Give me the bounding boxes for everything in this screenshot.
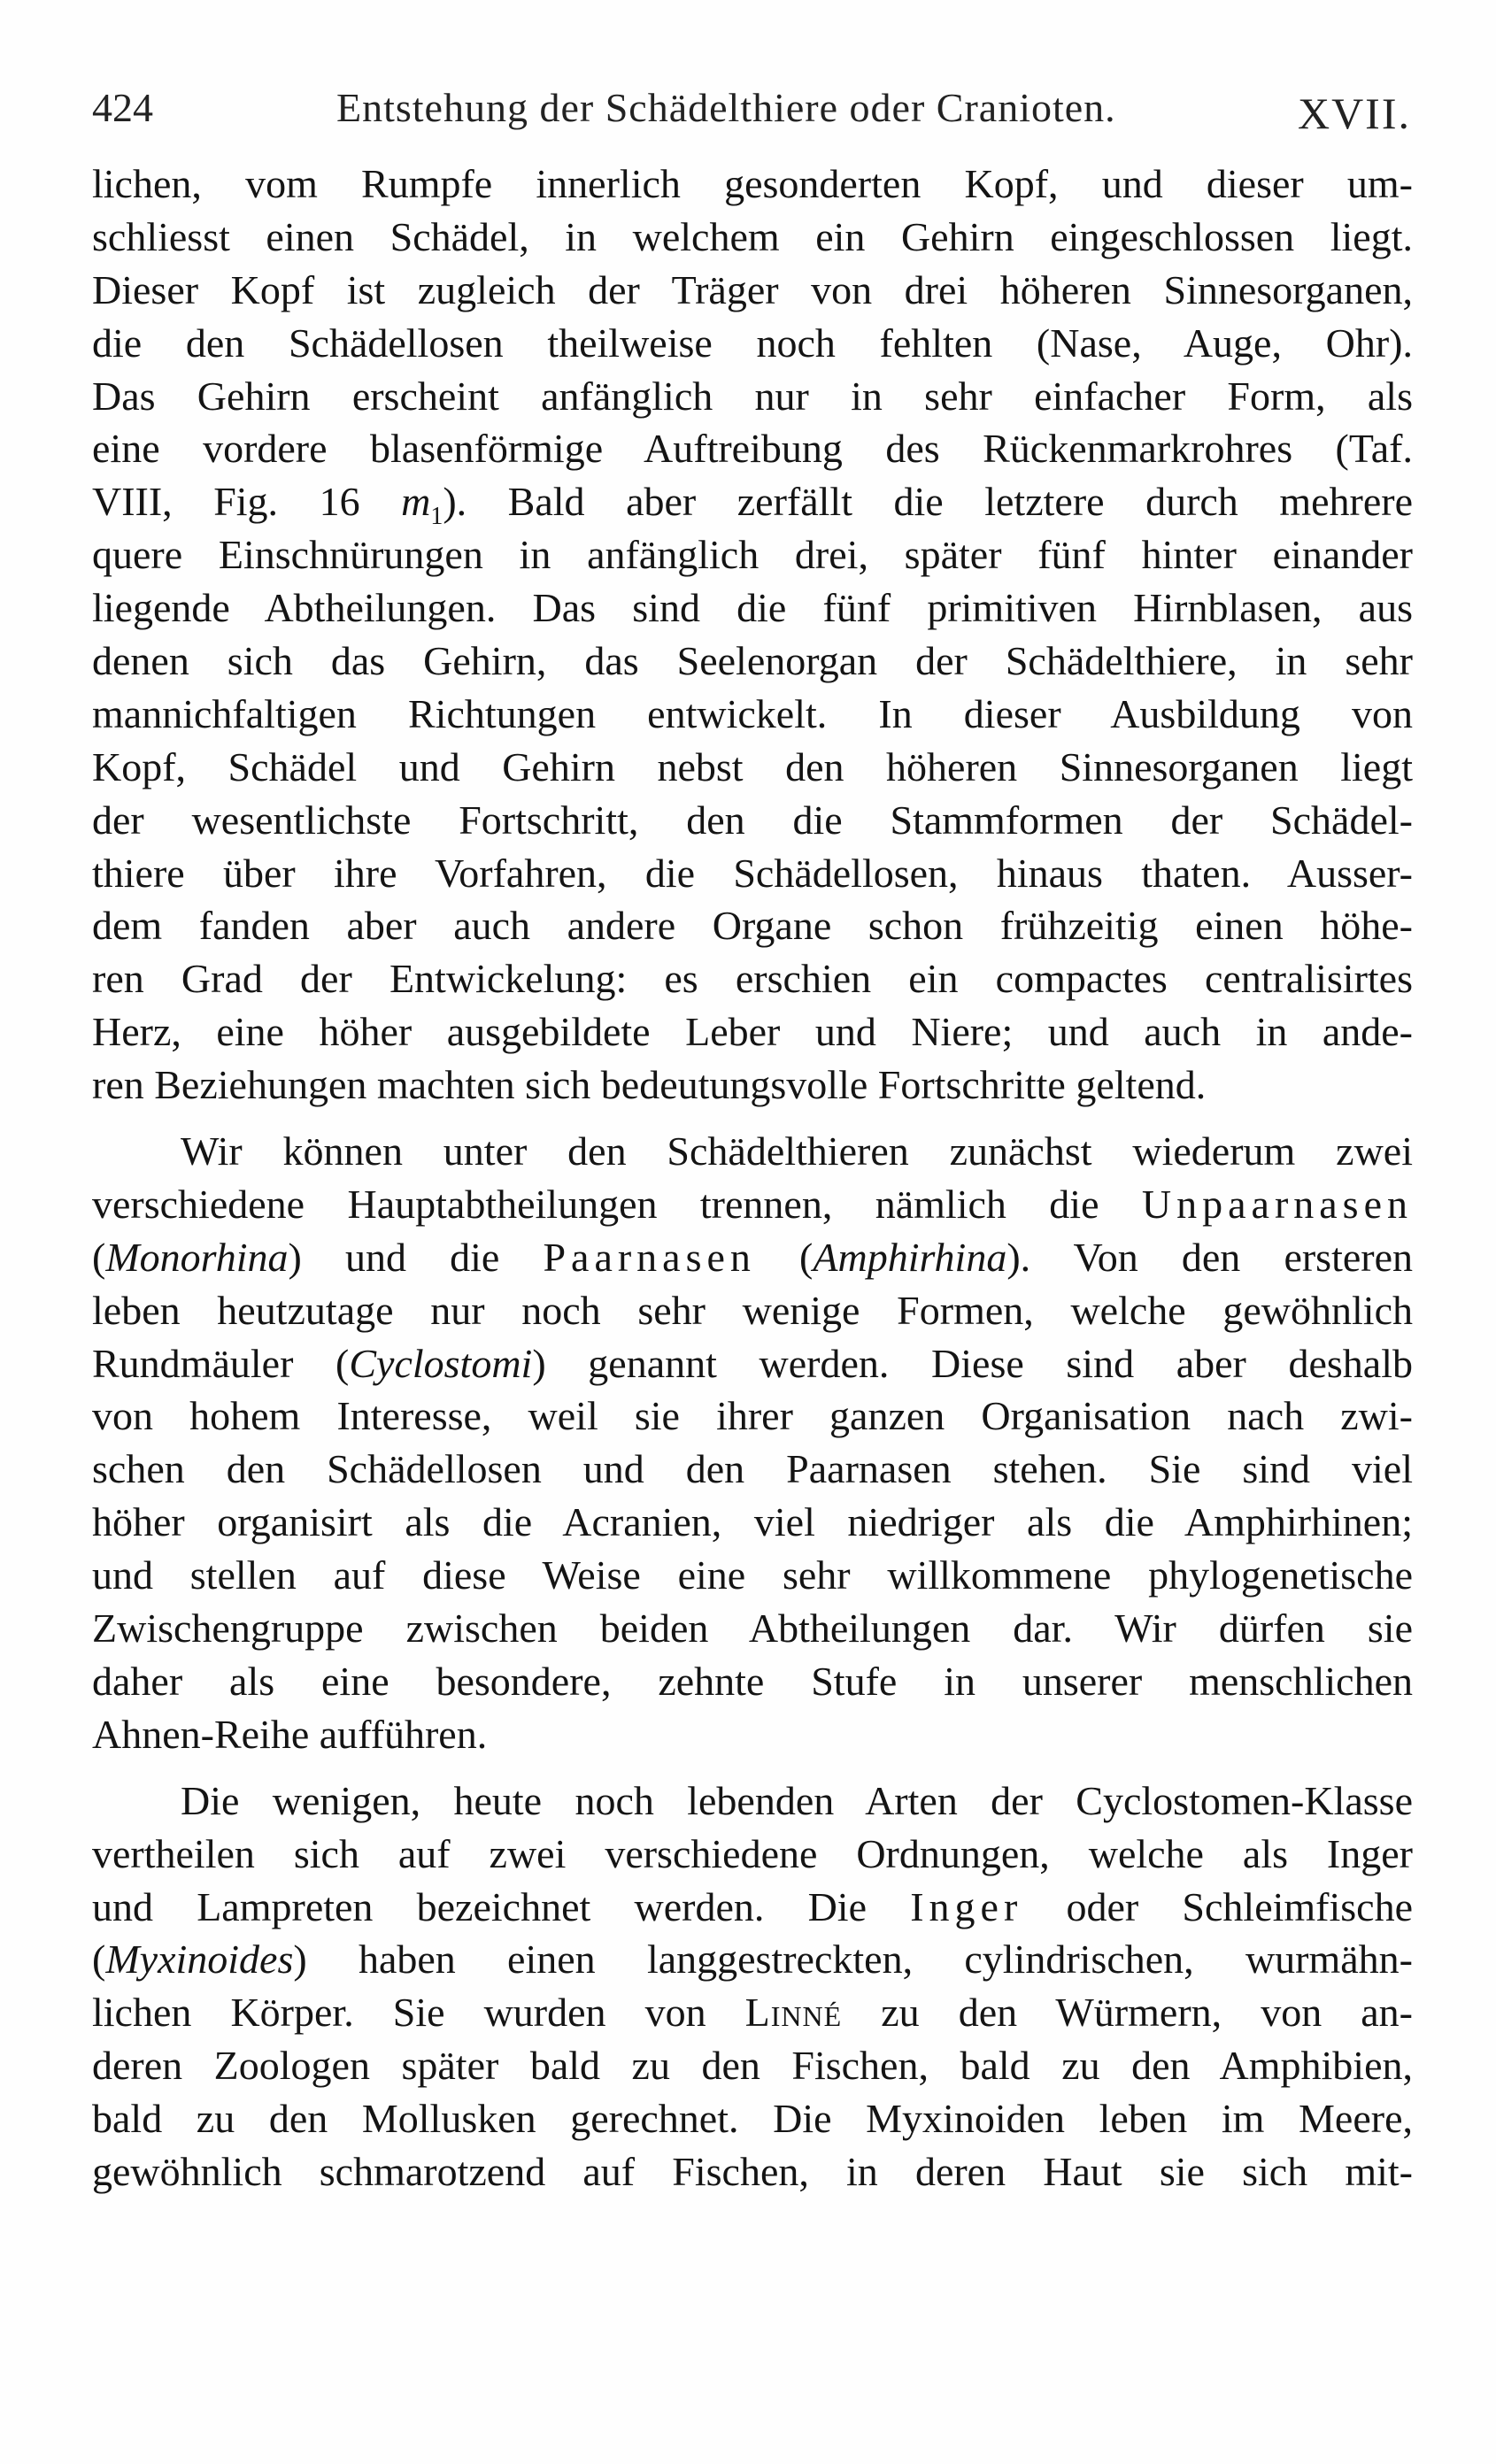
text-run: Rundmäuler ( (92, 1340, 350, 1386)
subscript-1: 1 (430, 503, 443, 529)
page-number: 424 (92, 85, 153, 130)
text-line: und stellen auf diese Weise eine sehr willkommene phylogenetische (92, 1552, 1413, 1598)
text-line: ren Beziehungen machten sich bedeutungsvolle Fortschritte geltend. (92, 1062, 1207, 1108)
text-line (92, 1337, 1413, 1390)
text-run: zu den Würmern, von an- (842, 1990, 1413, 2036)
text-line: liegende Abtheilungen. Das sind die fünf primitiven Hirnblasen, aus (92, 585, 1413, 631)
text-line: Kopf, Schädel und Gehirn nebst den höheren Sinnesorganen liegt (92, 743, 1413, 789)
text-line: Herz, eine höher ausgebildete Leber und Niere; und auch in ande- (92, 1009, 1413, 1055)
text-run: und Lampreten bezeichnet werden. Die (92, 1883, 911, 1929)
text-run: lichen Körper. Sie wurden von (92, 1990, 745, 2036)
text-line (92, 475, 1413, 528)
author-name: Linné (744, 1990, 843, 2036)
text-run: ) haben einen langgestreckten, cylindrischen, wurmähn- (293, 1937, 1413, 1983)
text-run: oder Schleimfische (1022, 1883, 1413, 1929)
paragraph (92, 158, 1413, 1112)
text-line (92, 1933, 1413, 1986)
latin-term: Amphirhina (813, 1234, 1007, 1280)
text-run: ( (755, 1234, 814, 1280)
text-line: vertheilen sich auf zwei verschiedene Ordnungen, welche als Inger (92, 1830, 1413, 1876)
text-line: Dieser Kopf ist zugleich der Träger von drei höheren Sinnesorganen, (92, 266, 1413, 312)
running-head: Entstehung der Schädelthiere oder Cranioten. (336, 85, 1116, 130)
text-line: denen sich das Gehirn, das Seelenorgan der Schädelthiere, in sehr (92, 638, 1413, 684)
chapter-number: XVII. (1297, 89, 1411, 138)
text-line: höher organisirt als die Acranien, viel niedriger als die Amphirhinen; (92, 1499, 1413, 1545)
text-run: ) und die (288, 1234, 544, 1280)
text-line: Ahnen-Reihe aufführen. (92, 1711, 488, 1757)
spaced-term: Unpaarnasen (1141, 1181, 1413, 1227)
text-line: Die wenigen, heute noch lebenden Arten der Cyclostomen-Klasse (181, 1777, 1413, 1823)
text-line: von hohem Interesse, weil sie ihrer ganzen Organisation nach zwi- (92, 1393, 1413, 1439)
text-line: Wir können unter den Schädelthieren zunächst wiederum zwei (181, 1128, 1413, 1174)
text-run: VIII, Fig. 16 (92, 479, 402, 525)
text-line: daher als eine besondere, zehnte Stufe in unserer menschlichen (92, 1658, 1413, 1704)
text-line: schliesst einen Schädel, in welchem ein Gehirn eingeschlossen liegt. (92, 213, 1413, 259)
page-header (92, 81, 1411, 143)
paragraph (92, 1775, 1413, 2198)
text-line (92, 1986, 1413, 2039)
text-line: dem fanden aber auch andere Organe schon frühzeitig einen höhe- (92, 903, 1413, 949)
text-run: ( (92, 1937, 106, 1983)
latin-term: Myxinoides (105, 1937, 294, 1983)
text-run: ) genannt werden. Diese sind aber deshalb (532, 1340, 1413, 1386)
text-run: ). Bald aber zerfällt die letztere durch mehrere (443, 479, 1413, 525)
text-run: ( (92, 1234, 106, 1280)
text-run: verschiedene Hauptabtheilungen trennen, nämlich die (92, 1181, 1142, 1227)
text-line: die den Schädellosen theilweise noch fehlten (Nase, Auge, Ohr). (92, 320, 1413, 366)
text-line: thiere über ihre Vorfahren, die Schädellosen, hinaus thaten. Ausser- (92, 850, 1413, 896)
text-line: leben heutzutage nur noch sehr wenige Formen, welche gewöhnlich (92, 1287, 1413, 1333)
body-text (92, 158, 1413, 2198)
text-line (92, 1178, 1413, 1231)
latin-term: Monorhina (105, 1234, 289, 1280)
text-line: deren Zoologen später bald zu den Fischen, bald zu den Amphibien, (92, 2043, 1413, 2089)
spaced-term: Inger (910, 1883, 1023, 1929)
text-line (92, 1231, 1413, 1284)
spaced-term: Paarnasen (543, 1234, 756, 1280)
text-line: bald zu den Mollusken gerechnet. Die Myxinoiden leben im Meere, (92, 2096, 1413, 2142)
text-line: schen den Schädellosen und den Paarnasen stehen. Sie sind viel (92, 1446, 1413, 1492)
text-line: quere Einschnürungen in anfänglich drei, später fünf hinter einander (92, 532, 1413, 578)
latin-term: Cyclostomi (349, 1340, 533, 1386)
paragraph (92, 1125, 1413, 1761)
text-line (92, 1881, 1413, 1934)
text-line: Das Gehirn erscheint anfänglich nur in sehr einfacher Form, als (92, 373, 1413, 419)
text-line: gewöhnlich schmarotzend auf Fischen, in deren Haut sie sich mit- (92, 2148, 1413, 2194)
text-line: Zwischengruppe zwischen beiden Abtheilungen dar. Wir dürfen sie (92, 1605, 1413, 1652)
text-line: mannichfaltigen Richtungen entwickelt. In dieser Ausbildung von (92, 690, 1413, 736)
text-line: der wesentlichste Fortschritt, den die Stammformen der Schädel- (92, 797, 1413, 843)
text-line: eine vordere blasenförmige Auftreibung des Rückenmarkrohres (Taf. (92, 426, 1413, 472)
text-run: ). Von den ersteren (1006, 1234, 1413, 1280)
text-line: lichen, vom Rumpfe innerlich gesonderten Kopf, und dieser um- (92, 161, 1413, 206)
text-line: ren Grad der Entwickelung: es erschien ein compactes centralisirtes (92, 956, 1413, 1002)
symbol-m: m (401, 479, 431, 525)
